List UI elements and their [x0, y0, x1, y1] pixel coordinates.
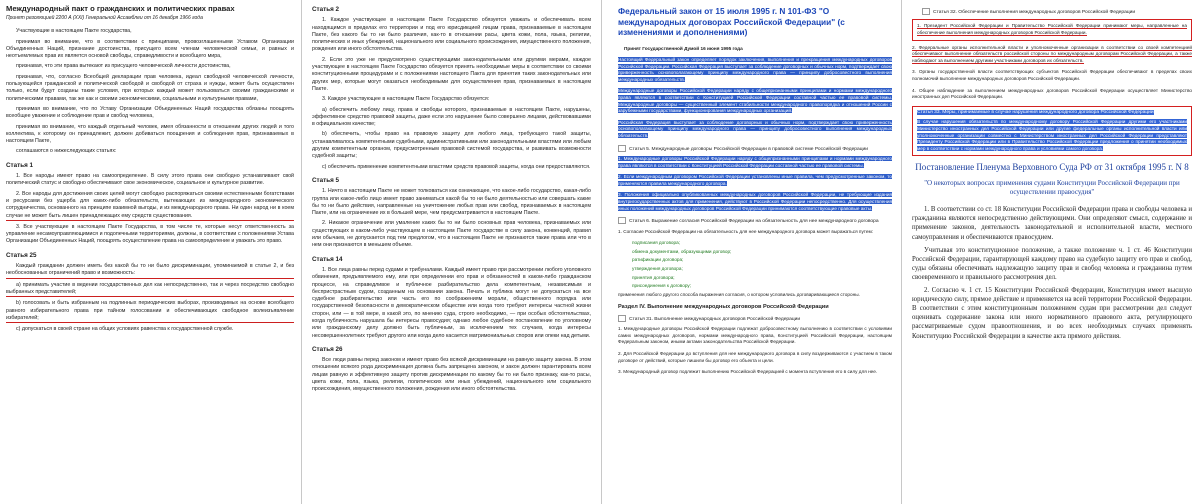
list-item: принятия договора;	[632, 274, 675, 280]
document-page-1	[0, 0, 300, 504]
article-heading: Статья 2	[312, 6, 340, 13]
underlined-paragraph: Каждый гражданин должен иметь без какой бы то ни было дискриминации, упоминаемой в статье 2, и без необоснованных ограничений право и возможность:	[6, 263, 294, 279]
highlight-frame	[912, 106, 1192, 157]
underlined-paragraph: 2. Все народы для достижения своих целей могут свободно распоряжаться своими естественными богатствами и ресурсами без ущерба для каких-либо обязательств, вытекающих из международного экономического сотрудничества, основанного на принципе взаимной выгоды, и из международного права. Ни один народ ни в коем случае не может быть лишен принадлежащих ему средств существования.	[6, 191, 294, 221]
article-icon	[618, 217, 626, 224]
list-item: ратификации договора;	[632, 257, 684, 263]
underlined-paragraph: b) голосовать и быть избранным на подлинных периодических выборах, производимых на основе всеобщего равного избирательного права при тайном голосовании и обеспечивающих свободное волеизъявление избирателей;	[6, 300, 294, 323]
highlighted-text: Российская Федерация выступает за соблюдение договорных и обычных норм, подтверждает свою приверженность основополагающему принципу международного права — принципу добросовестного выполнения международных обязательств.	[618, 119, 892, 139]
document-page-3	[604, 0, 900, 504]
paragraph: b) обеспечить, чтобы право на правовую защиту для любого лица, требующего такой защиты, устанавливалось компетентными судебными, административными или законодательными властями или любым другим компетентным органом, предусмотренным правовой системой государства, и развивать возможности судебной защиты;	[312, 131, 591, 160]
paragraph: принимая во внимание, что по Уставу Организации Объединенных Наций государства обязаны поощрять всеобщее уважение и соблюдение прав и свобод человека,	[6, 105, 294, 120]
list-item: подписания договора;	[632, 240, 681, 246]
article-heading: Статья 32. Обеспечение выполнения международных договоров Российской Федерации	[922, 8, 1192, 16]
paragraph: 3. Каждое участвующее в настоящем Пакте Государство обязуется:	[322, 96, 490, 103]
paragraph: 3. Все участвующие в настоящем Пакте Государства, в том числе те, которые несут ответственность за управление несамоуправляющимися и подопечными территориями, должны, в соответствии с положениями Устава Организации Объединенных Наций, поощрять осуществление права на самоопределение и уважать это право.	[6, 223, 294, 245]
highlight-frame	[912, 19, 1192, 40]
document-page-4	[904, 0, 1200, 504]
page-divider	[901, 0, 902, 504]
page-divider	[601, 0, 602, 504]
highlighted-text: 2. Если международным договором Российской Федерации установлены иные правила, чем предусмотренные законом, то применяются правила международного договора.	[618, 174, 892, 186]
paragraph: Участвующие в настоящем Пакте государства,	[16, 28, 132, 35]
paragraph: 2. Федеральные органы исполнительной власти и уполномоченные организации в соответствии со своей компетенцией обеспечивают выполнение обязательств российской стороны по международным договорам Российской Федерации, а также наблюдают за выполнением другими участниками договоров их обязательств.	[912, 44, 1192, 63]
highlighted-text: 3. Положения официально опубликованных международных договоров Российской Федерации, не требующие издания внутригосударственных актов для применения, действуют в Российской Федерации непосредственно. Для осуществления иных положений международных договоров Российской Федерации принимаются соответствующие правовые акты.	[618, 192, 892, 211]
page-divider	[301, 0, 302, 504]
article-icon	[618, 145, 626, 152]
article-heading: Статья 1	[6, 161, 34, 169]
highlighted-text: В случае нарушения обязательств по международному договору Российской Федерации другими его участниками Министерство иностранных дел Российской Федерации или другие федеральные органы исполнительной власти или уполномоченные организации совместно с Министерством иностранных дел Российской Федерации представляют Президенту Российской Федерации или в Правительство Российской Федерации предложения о принятии необходимых мер в соответствии с нормами международного права и условиями самого договора.	[917, 119, 1187, 151]
article-heading: Статья 6. Выражение согласия Российской Федерации на обязательность для нее международного договора	[618, 217, 892, 225]
paragraph: 1. Все лица равны перед судами и трибуналами. Каждый имеет право при рассмотрении любого уголовного обвинения, предъявляемого ему, или при определении его прав и обязанностей в каком-либо гражданском процессе, на справедливое и публичное разбирательство дела компетентным, независимым и беспристрастным судом, созданным на основании закона. Печать и публика могут не допускаться на все судебное разбирательство или часть его по соображениям морали, общественного порядка или государственной безопасности в демократическом обществе или когда того требуют интересы частной жизни сторон, или — в той мере, в какой это, по мнению суда, строго необходимо, — при особых обстоятельствах, когда публичность нарушала бы интересы правосудия; однако любое судебное постановление по уголовному или гражданскому делу должно быть публичным, за исключением тех случаев, когда интересы несовершеннолетних требуют другого или когда дело касается матримониальных споров или опеки над детьми.	[312, 266, 591, 339]
paragraph: соглашаются о нижеследующих статьях:	[16, 148, 117, 155]
article-heading: Статья 26	[312, 345, 343, 353]
paragraph: 4. Общее наблюдение за выполнением международных договоров Российской Федерации осуществляет Министерство иностранных дел Российской Федерации.	[912, 87, 1192, 100]
section-heading: Раздел IV. Выполнение международных договоров Российской Федерации	[618, 304, 829, 311]
paragraph: Учитывая это конституционное положение, а также положение ч. 1 ст. 46 Конституции Российской Федерации, гарантирующей каждому право на судебную защиту его прав и свобод, суды обязаны обеспечивать надлежащую защиту прав и свобод человека и гражданина путем своевременного и правильного рассмотрения дел.	[912, 246, 1192, 281]
resolution-subtitle: "О некоторых вопросах применения судами Конституции Российской Федерации при осуществлении правосудия"	[924, 179, 1180, 197]
document-subtitle: Принят резолюцией 2200 A (XXI) Генеральной Ассамблеи от 16 декабря 1966 года	[6, 15, 203, 21]
paragraph: 1. Президент Российской Федерации и Правительство Российской Федерации принимают меры, направленные на обеспечение выполнения международных договоров Российской Федерации.	[917, 23, 1187, 35]
article-heading: Статья 31. Выполнение международных договоров Российской Федерации	[618, 315, 892, 323]
article-heading: Статья 14	[312, 255, 343, 263]
paragraph: 1. Каждое участвующее в настоящем Пакте Государство обязуется уважать и обеспечивать всем находящимся в пределах его территории и под его юрисдикцией лицам права, признаваемые в настоящем Пакте, без какого бы то ни было различия, как-то в отношении расы, цвета кожи, пола, языка, религии, политических и иных убеждений, национального или социального происхождения, имущественного положения, рождения или иного обстоятельства.	[312, 17, 591, 53]
article-heading: Статья 25	[6, 251, 37, 259]
article-heading: Статья 33. Меры, принимаемые в случае нарушения международного договора Российской Федерации	[917, 109, 1154, 115]
resolution-title: Постановление Пленума Верховного Суда РФ от 31 октября 1995 г. N 8	[915, 162, 1189, 173]
accepted-date: Принят Государственной Думой 16 июня 1995 года	[624, 45, 743, 51]
page-title: Международный пакт о гражданских и политических правах	[6, 4, 235, 13]
paragraph: 2. Согласно ч. 1 ст. 15 Конституции Российской Федерации, Конституция имеет высшую юридическую силу, прямое действие и применяется на всей территории Российской Федерации. В соответствии с этим конституционным положением судам при рассмотрении дел следует оценивать содержание закона или иного нормативного правового акта, регулирующего рассматриваемые судом правоотношения, и во всех необходимых случаях применять Конституцию Российской Федерации в качестве акта прямого действия.	[912, 287, 1192, 340]
article-icon	[618, 315, 626, 322]
paragraph: 2. Для Российской Федерации до вступления для нее международного договора в силу воздерживаются с участием в таком договоре от действий, которые лишили бы договор его объекта и цели.	[618, 351, 892, 363]
paragraph: 1. В соответствии со ст. 18 Конституции Российской Федерации права и свободы человека и гражданина являются непосредственно действующими. Они определяют смысл, содержание и применение законов, деятельность законодательной и исполнительной власти, местного самоуправления и обеспечиваются правосудием.	[912, 206, 1192, 241]
list-item: утверждения договора;	[632, 265, 683, 271]
paragraph: признавая, что эти права вытекают из присущего человеческой личности достоинства,	[16, 63, 231, 70]
underlined-paragraph: a) принимать участие в ведении государственных дел как непосредственно, так и через посредство свободно выбранных представителей;	[6, 282, 294, 298]
paragraph: c) обеспечить применение компетентными властями средств правовой защиты, когда они предоставляются.	[322, 163, 591, 170]
paragraph: признавая, что, согласно Всеобщей декларации прав человека, идеал свободной человеческой личности, пользующейся гражданской и политической свободой и свободой от страха и нужды, может быть осуществлен только, если будут созданы такие условия, при которых каждый может пользоваться своими гражданскими и политическими правами, так же как и своими экономическими, социальными и культурными правами,	[6, 73, 294, 102]
consent-methods-list	[618, 240, 892, 290]
paragraph: принимая во внимание, что в соответствии с принципами, провозглашенными Уставом Организации Объединенных Наций, признание достоинства, присущего всем членам человеческой семьи, и равных и неотъемлемых прав их является основой свободы, справедливости и всеобщего мира,	[6, 38, 294, 60]
paragraph: 1. Согласие Российской Федерации на обязательность для нее международного договора может выражаться путем:	[618, 228, 874, 234]
paragraph: Все люди равны перед законом и имеют право без всякой дискриминации на равную защиту закона. В этом отношении всякого рода дискриминация должна быть запрещена законом, и закон должен гарантировать всем лицам равную и эффективную защиту против дискриминации по какому бы то ни было признаку, как-то расы, цвета кожи, пола, языка, религии, политических или иных убеждений, национального или социального происхождения, имущественного положения, рождения или иного обстоятельства.	[312, 357, 591, 393]
paragraph: 2. Никакое ограничение или умаление каких бы то ни было основных прав человека, признаваемых или существующих в каком-либо участвующем в настоящем Пакте государстве в силу закона, конвенций, правил или обычаев, не допускается под тем предлогом, что в настоящем Пакте не признаются такие права или что в нем они признаются в меньшем объеме.	[312, 220, 591, 249]
list-item: присоединения к договору;	[632, 283, 692, 289]
highlighted-text: 1. Международные договоры Российской Федерации наряду с общепризнанными принципами и нормами международного права являются в соответствии с Конституцией Российской Федерации составной частью ее правовой системы.	[618, 156, 892, 168]
paragraph: 2. Если это уже не предусмотрено существующими законодательными или другими мерами, каждое участвующее в настоящем Пакте Государство обязуется принять необходимые меры в соответствии со своими конституционными процедурами и с положениями настоящего Пакта для принятия таких законодательных или других мер, которые могут оказаться необходимыми для осуществления прав, признаваемых в настоящем Пакте.	[312, 56, 591, 92]
article-icon	[922, 8, 930, 15]
paragraph: a) обеспечить любому лицу, права и свободы которого, признаваемые в настоящем Пакте, нарушены, эффективное средство правовой защиты, даже если это нарушение было совершено лицами, действовавшими в официальном качестве;	[312, 106, 591, 128]
paragraph: 1. Ничто в настоящем Пакте не может толковаться как означающее, что какое-либо государство, какая-либо группа или какое-либо лицо имеет право заниматься какой бы то ни было деятельностью или совершать какие бы то ни было действия, направленные на уничтожение любых прав или свобод, признаваемых в настоящем Пакте, или на ограничение их в большей мере, чем предусматривается в настоящем Пакте.	[312, 188, 591, 217]
highlighted-text: Настоящий Федеральный закон определяет порядок заключения, выполнения и прекращения международных договоров Российской Федерации. Российская Федерация выступает за соблюдение договорных и обычных норм, подтверждает свою приверженность основополагающему принципу международного права — принципу добросовестного выполнения международных обязательств.	[618, 57, 892, 82]
article-heading: Статья 5	[312, 176, 340, 184]
paragraph: 1. Международные договоры Российской Федерации подлежат добросовестному выполнению в соответствии с условиями самих международных договоров, нормами международного права, Конституцией Российской Федерации, настоящим Федеральным законом, иными актами законодательства Российской Федерации.	[618, 326, 892, 345]
paragraph: применения любого другого способа выражения согласия, о котором условились договаривающиеся стороны.	[618, 291, 860, 297]
list-item: обмена документами, образующими договор;	[632, 248, 732, 254]
law-title: Федеральный закон от 15 июля 1995 г. N 101-ФЗ "О международных договорах Российской Федерации" (с изменениями и дополнениями)	[618, 6, 845, 37]
paragraph: c) допускаться в своей стране на общих условиях равенства к государственной службе.	[16, 326, 234, 333]
document-page-2	[304, 0, 599, 504]
highlighted-text: Международные договоры Российской Федерации наряду с общепризнанными принципами и нормами международного права являются в соответствии с Конституцией Российской Федерации составной частью ее правовой системы. Международные договоры — существенный элемент стабильности международного правопорядка и отношений России с зарубежными государствами, функционирования международных организаций.	[618, 88, 892, 114]
paragraph: принимая во внимание, что каждый отдельный человек, имея обязанности в отношении других людей и того коллектива, к которому он принадлежит, должен добиваться поощрения и соблюдения прав, признаваемых в настоящем Пакте,	[6, 123, 294, 145]
article-heading: Статья 5. Международные договоры Российской Федерации в правовой системе Российской Федерации	[618, 145, 892, 153]
paragraph: 3. Международный договор подлежит выполнению Российской Федерацией с момента вступления его в силу для нее.	[618, 369, 878, 375]
paragraph: 1. Все народы имеют право на самоопределение. В силу этого права они свободно устанавливают свой политический статус и свободно обеспечивают свое экономическое, социальное и культурное развитие.	[6, 173, 294, 187]
paragraph: 3. Органы государственной власти соответствующих субъектов Российской Федерации обеспечивают в пределах своих полномочий выполнение международных договоров Российской Федерации.	[912, 69, 1192, 81]
